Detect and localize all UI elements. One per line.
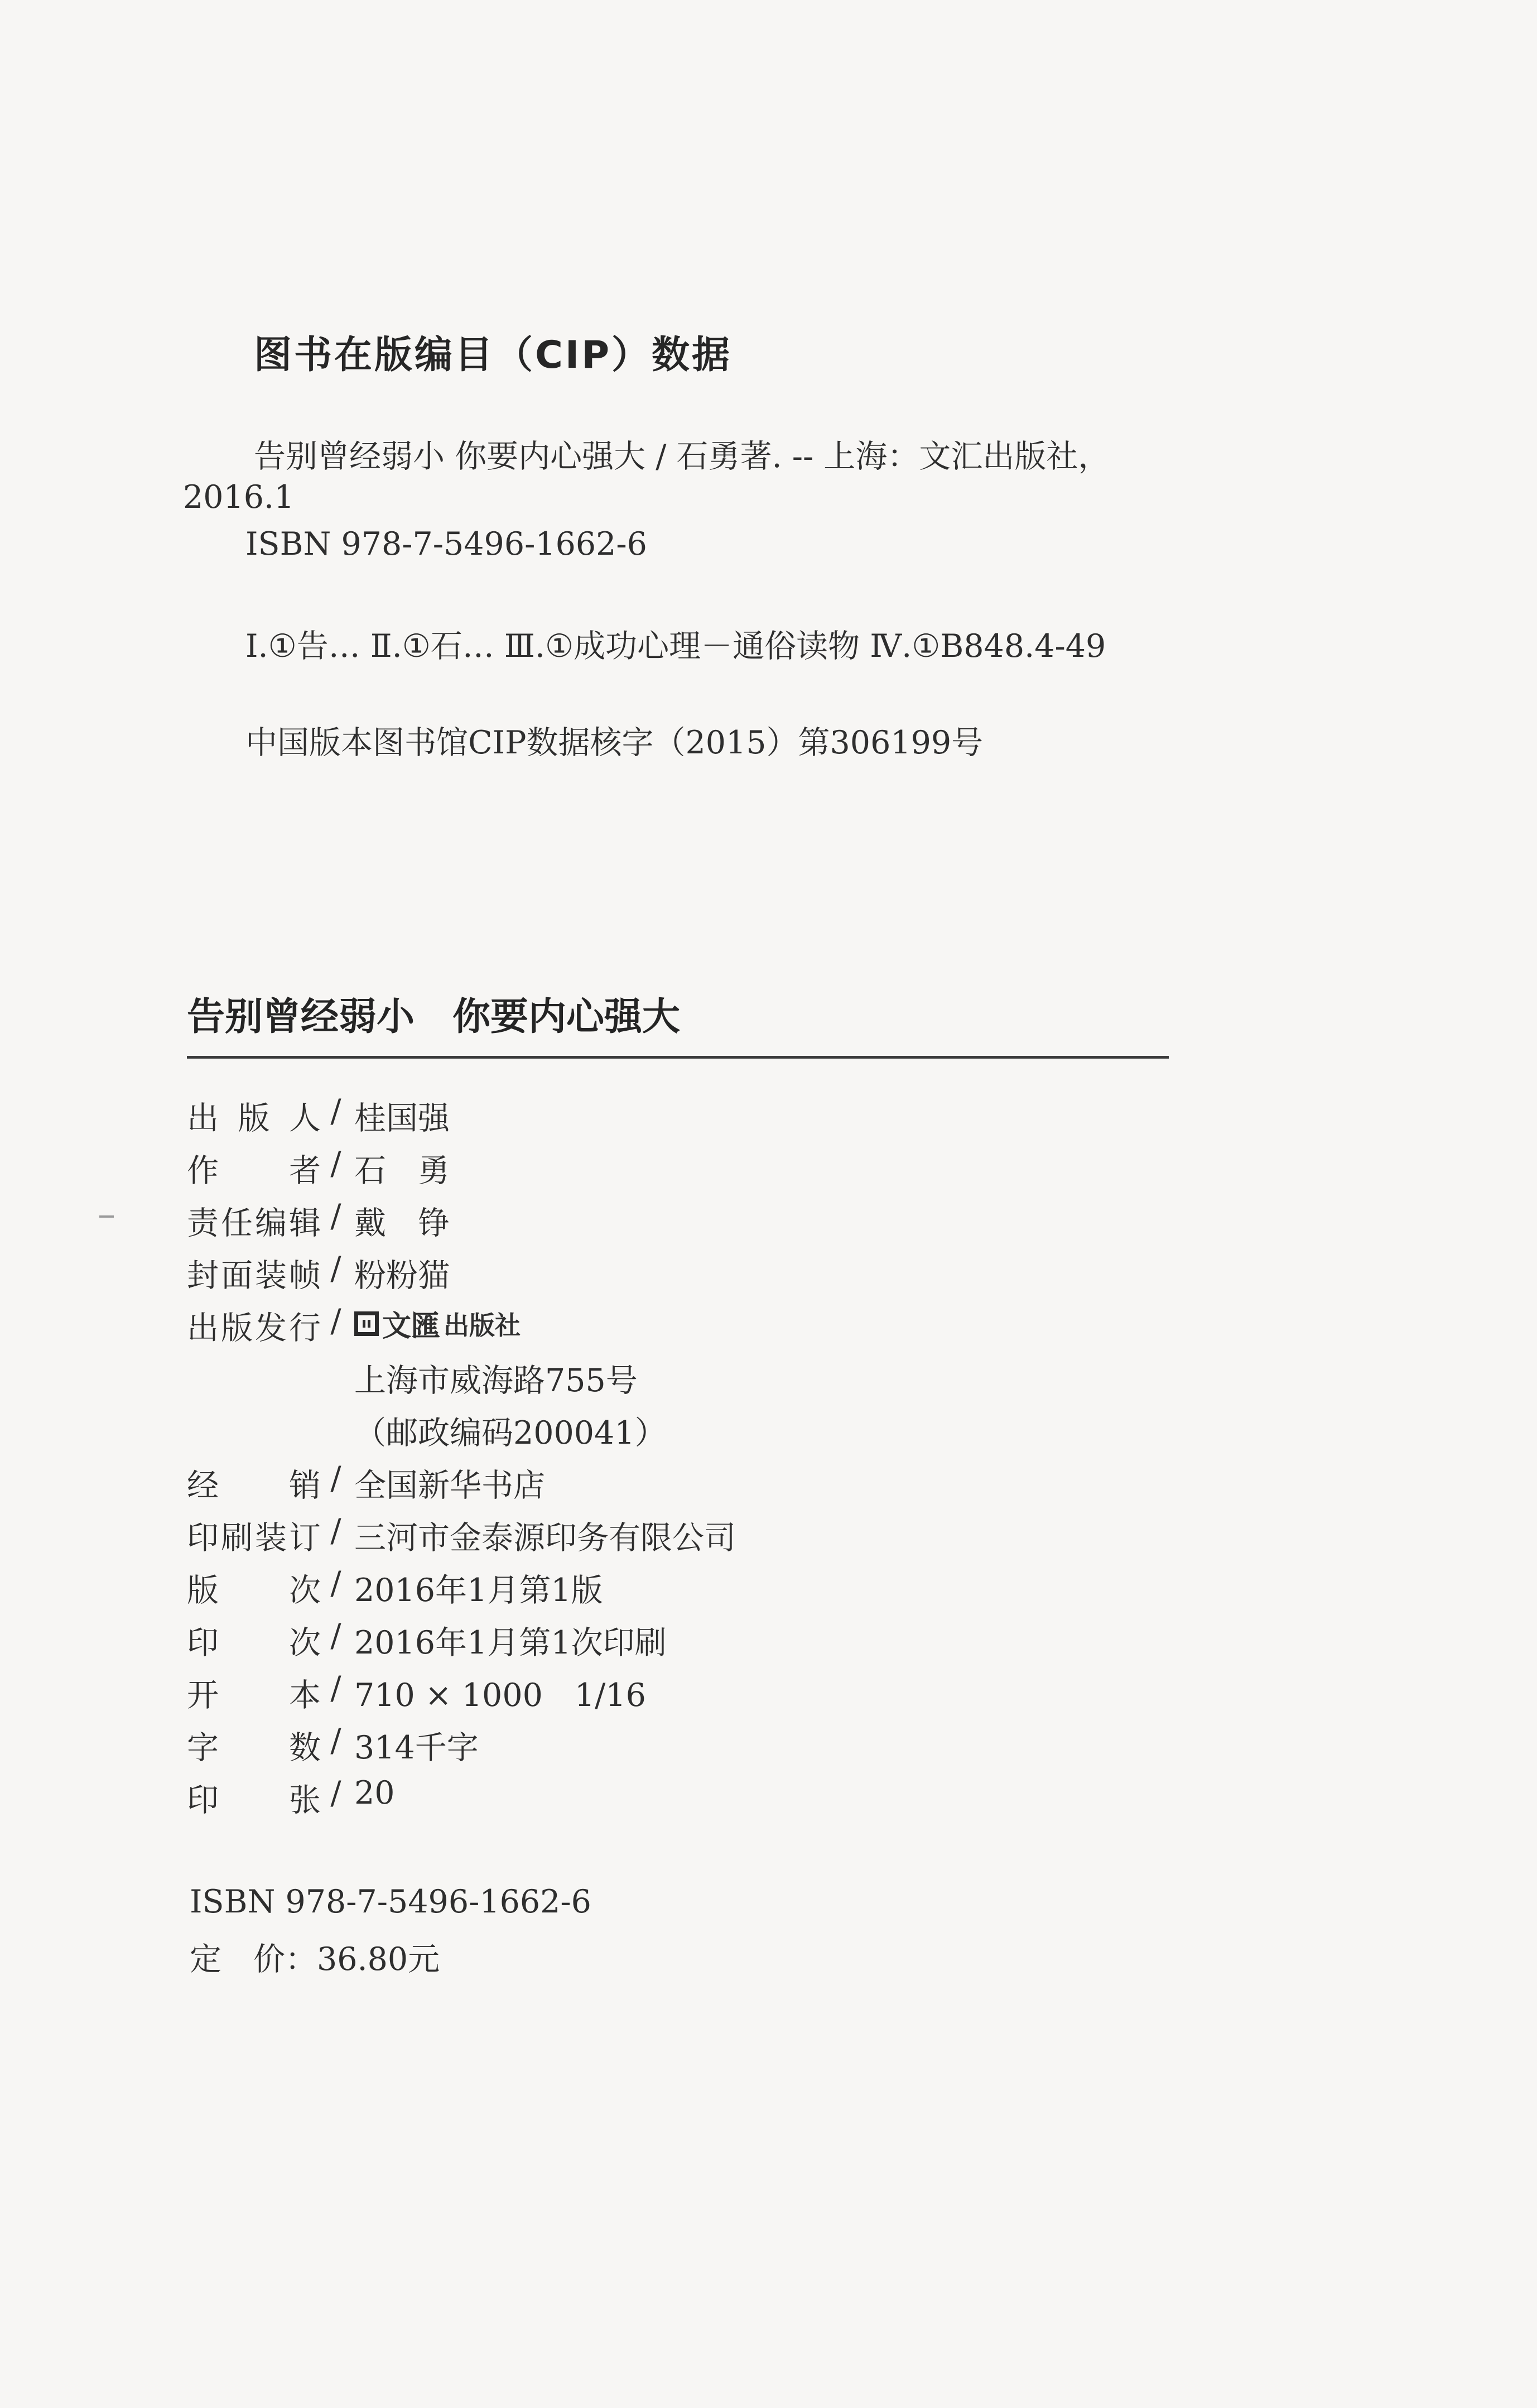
row-label — [187, 1722, 321, 1768]
publisher-address: 上海市威海路755号 — [354, 1362, 638, 1399]
cip-approval-number: 中国版本图书馆CIP数据核字（2015）第306199号 — [245, 724, 984, 761]
format-value: 710 × 1000 1/16 — [354, 1677, 646, 1714]
label-char: 销 — [289, 1467, 321, 1504]
cip-classification: Ⅰ.①告… Ⅱ.①石… Ⅲ.①成功心理－通俗读物 Ⅳ.①B848.4-49 — [245, 628, 1106, 665]
row-label — [187, 1302, 321, 1348]
title-divider — [187, 1056, 1169, 1059]
label-char: 封 — [187, 1257, 219, 1294]
label-char: 版 — [187, 1572, 219, 1609]
label-char: 责 — [187, 1205, 219, 1242]
label-char: 作 — [187, 1152, 219, 1189]
label-char: 版 — [221, 1310, 253, 1347]
label-char: 任 — [221, 1205, 253, 1242]
row-separator: / — [330, 1512, 341, 1549]
cip-isbn: ISBN 978-7-5496-1662-6 — [245, 526, 647, 563]
publisher-logo-icon — [354, 1311, 379, 1336]
label-char: 数 — [289, 1729, 321, 1766]
row-separator: / — [330, 1093, 341, 1129]
publisher-postcode: （邮政编码200041） — [354, 1415, 667, 1451]
publisher-person-value: 桂国强 — [354, 1100, 450, 1137]
label-char: 者 — [289, 1152, 321, 1189]
footer-isbn: ISBN 978-7-5496-1662-6 — [190, 1883, 591, 1920]
label-char: 帧 — [289, 1257, 321, 1294]
label-char: 次 — [289, 1572, 321, 1609]
printer-value: 三河市金泰源印务有限公司 — [354, 1520, 736, 1556]
label-char: 字 — [187, 1729, 219, 1766]
editor-value: 戴 铮 — [354, 1205, 450, 1242]
row-separator: / — [330, 1670, 341, 1707]
edition-value: 2016年1月第1版 — [354, 1572, 603, 1609]
row-separator: / — [330, 1722, 341, 1759]
seller-value: 全国新华书店 — [354, 1467, 545, 1504]
label-char: 张 — [289, 1782, 321, 1819]
label-char: 发 — [255, 1310, 287, 1347]
label-char: 装 — [255, 1257, 287, 1294]
row-label — [187, 1093, 321, 1138]
label-char: 出 — [187, 1310, 219, 1347]
label-char: 经 — [187, 1467, 219, 1504]
row-separator: / — [330, 1775, 341, 1811]
row-label — [187, 1145, 321, 1191]
publisher-logo — [354, 1302, 521, 1344]
label-char: 版 — [238, 1100, 270, 1137]
label-char: 面 — [221, 1257, 253, 1294]
label-char: 次 — [289, 1624, 321, 1661]
label-char: 出 — [187, 1100, 219, 1137]
label-char: 行 — [289, 1310, 321, 1347]
row-label — [187, 1512, 321, 1558]
publisher-logo-text: 文匯 — [382, 1310, 441, 1343]
label-char: 印 — [187, 1624, 219, 1661]
row-separator: / — [330, 1302, 341, 1339]
row-separator: / — [330, 1198, 341, 1234]
cover-design-value: 粉粉猫 — [354, 1257, 450, 1294]
row-label — [187, 1775, 321, 1820]
book-title: 告别曾经弱小 你要内心强大 — [187, 995, 681, 1039]
row-label — [187, 1670, 321, 1715]
word-count-value: 314千字 — [354, 1729, 479, 1766]
footer-price: 定 价：36.80元 — [190, 1941, 440, 1978]
cip-heading: 图书在版编目（CIP）数据 — [254, 333, 733, 377]
label-char: 辑 — [289, 1205, 321, 1242]
label-char: 印 — [187, 1520, 219, 1556]
row-separator: / — [330, 1145, 341, 1182]
margin-mark — [99, 1215, 114, 1218]
author-value: 石 勇 — [354, 1152, 450, 1189]
label-char: 印 — [187, 1782, 219, 1819]
sheets-value: 20 — [354, 1775, 395, 1811]
label-char: 本 — [289, 1677, 321, 1714]
label-char: 刷 — [221, 1520, 253, 1556]
label-char: 开 — [187, 1677, 219, 1714]
row-label — [187, 1565, 321, 1611]
printing-value: 2016年1月第1次印刷 — [354, 1624, 667, 1661]
publisher-name: 出版社 — [444, 1310, 521, 1340]
label-char: 编 — [255, 1205, 287, 1242]
cip-year: 2016.1 — [183, 479, 295, 516]
row-label — [187, 1617, 321, 1663]
cip-main-entry: 告别曾经弱小 你要内心强大 / 石勇著. -- 上海：文汇出版社， — [254, 438, 1110, 475]
label-char: 订 — [289, 1520, 321, 1556]
row-separator: / — [330, 1250, 341, 1287]
label-char: 人 — [289, 1100, 321, 1137]
row-separator: / — [330, 1617, 341, 1654]
row-separator: / — [330, 1460, 341, 1497]
row-separator: / — [330, 1565, 341, 1602]
row-label — [187, 1250, 321, 1296]
row-label — [187, 1460, 321, 1506]
label-char: 装 — [255, 1520, 287, 1556]
row-label — [187, 1198, 321, 1243]
